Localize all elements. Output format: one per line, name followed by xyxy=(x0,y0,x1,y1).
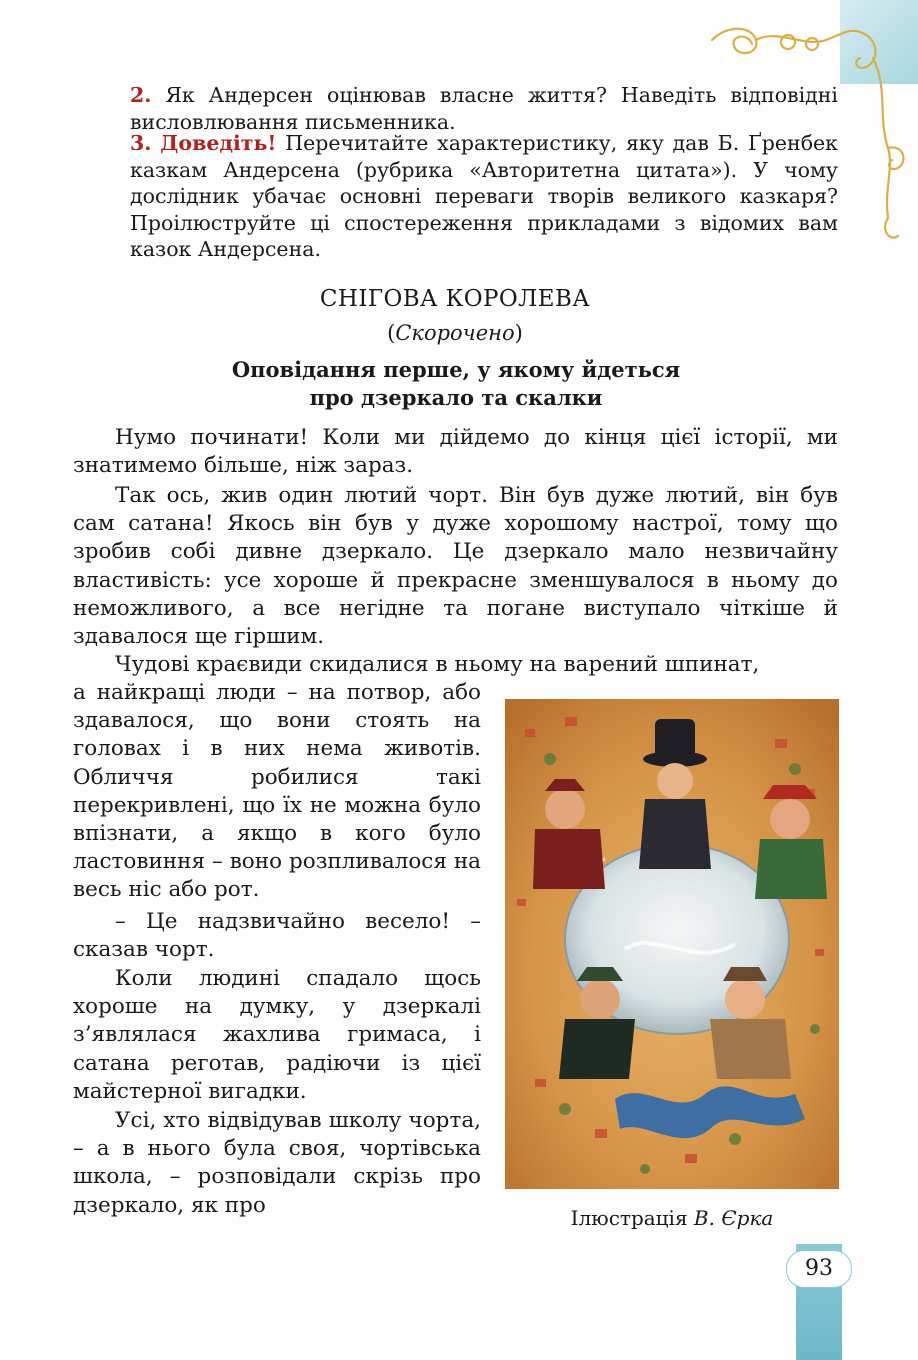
illustration-caption xyxy=(505,1206,839,1230)
question-3 xyxy=(130,130,838,263)
question-number: 2. xyxy=(130,83,152,107)
story-subtitle: (Скорочено) xyxy=(387,321,523,345)
caption-prefix: Ілюстрація xyxy=(570,1206,688,1230)
body-paragraph: Чудові краєвиди скидалися в ньому на варений шпинат, xyxy=(115,652,760,677)
page-number: 93 xyxy=(786,1250,852,1288)
question-number: 3. xyxy=(130,131,152,155)
column-paragraph: а найкращі люди – на потвор, або здавалося, що вони стоять на головах і в них нема животів. Обличчя робилися такі перекривлені, що їх не можна було впізнати, а якщо в кого було ластовиння – воно розпливалося на весь ніс або рот. xyxy=(73,680,481,903)
question-text: Як Андерсен оцінював власне життя? Наведіть відповідні висловлювання письменника. xyxy=(130,83,838,134)
chapter-heading xyxy=(150,356,762,412)
story-title: СНІГОВА КОРОЛЕВА xyxy=(319,286,591,312)
chapter-heading-line: Оповідання перше, у якому йдеться xyxy=(231,357,681,382)
question-2 xyxy=(130,82,838,135)
body-paragraph: Так ось, жив один лютий чорт. Він був дуже лютий, він був сам сатана! Якось він був у дуже хорошому настрої, тому що зробив собі дивне дзеркало. Це дзеркало мало незвичайну властивість: усе хороше й прекрасне зменшувалося в ньому до неможливого, а все негідне та погане виступало чіткіше й здавалося ще гіршим. xyxy=(73,483,838,650)
column-paragraph: – Це надзвичайно весело! – сказав чорт. xyxy=(73,909,481,963)
column-paragraph: Коли людині спадало щось хороше на думку, у дзеркалі з’являлася жахлива гримаса, і сатана реготав, радіючи із цієї майстерної вигадки. xyxy=(73,966,481,1104)
trolls-mirror-illustration xyxy=(505,699,839,1189)
column-paragraph: Усі, хто відвідував школу чорта, – а в нього була своя, чортівська школа, – розповідали скрізь про дзеркало, як про xyxy=(73,1108,481,1218)
body-paragraph: Нумо починати! Коли ми дійдемо до кінця цієї історії, ми знатимемо більше, ніж зараз. xyxy=(73,425,838,479)
question-label: Доведіть! xyxy=(160,131,277,155)
caption-author: В. Єрка xyxy=(693,1206,774,1230)
question-text: Перечитайте характеристику, яку дав Б. Ґренбек казкам Андерсена (рубрика «Авторитетна цитата»). У чому дослідник убачає основні переваги творів великого казкаря? Проілюструйте ці спостереження прикладами з відомих вам казок Андерсена. xyxy=(130,131,838,261)
abridged-note: Скорочено xyxy=(395,321,515,345)
chapter-heading-line: про дзеркало та скалки xyxy=(309,385,603,410)
